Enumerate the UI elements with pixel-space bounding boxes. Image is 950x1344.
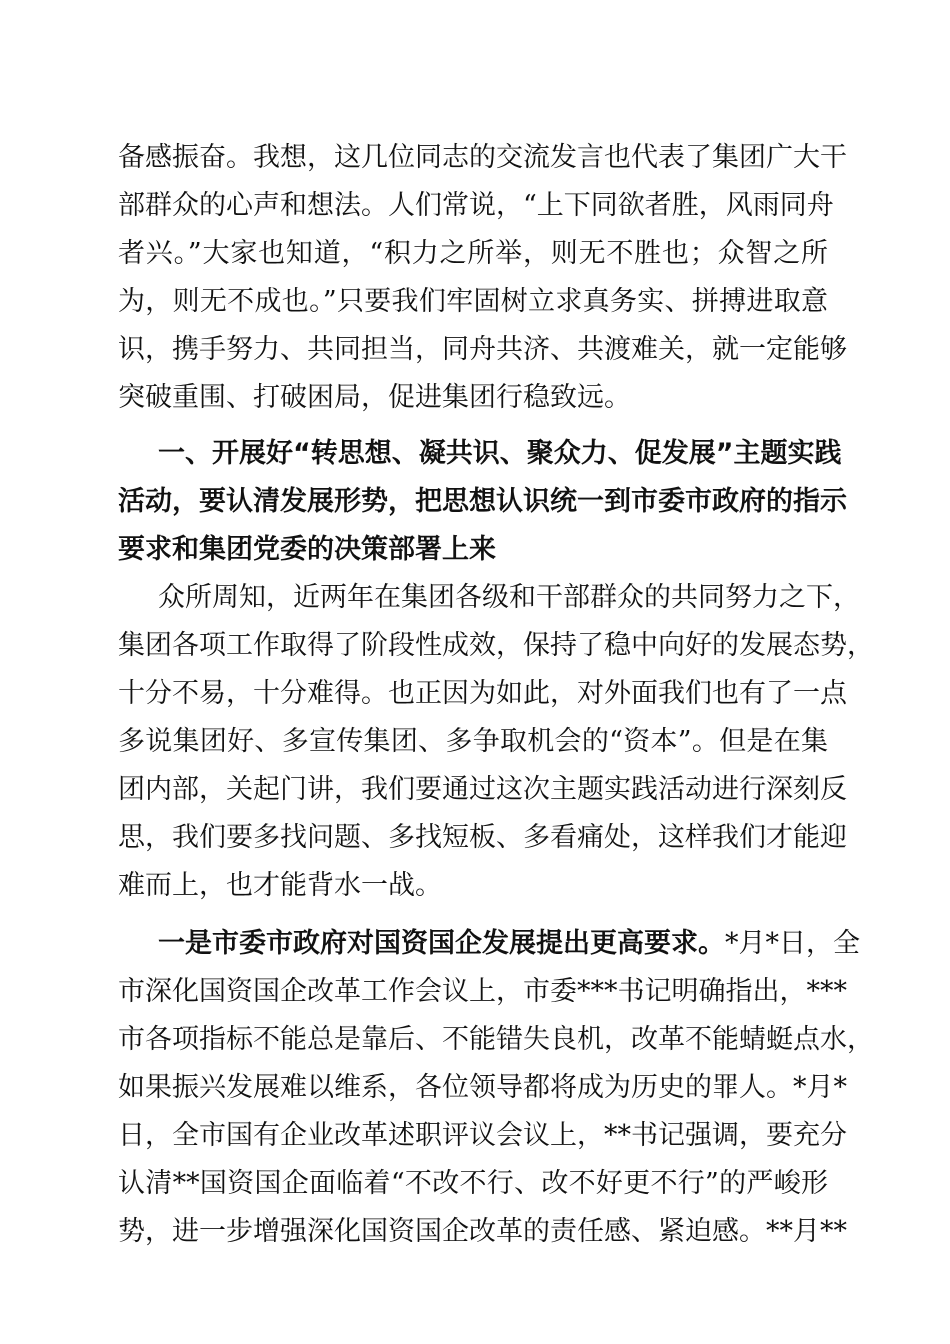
text-line: 多说集团好、多宣传集团、多争取机会的“资本”。但是在集 [118, 726, 828, 757]
text-line: 势，进一步增强深化国资国企改革的责任感、紧迫感。**月** [118, 1216, 847, 1247]
section-heading [118, 430, 847, 574]
text-line: 日，全市国有企业改革述职评议会议上，**书记强调，要充分 [118, 1120, 847, 1151]
text-line: 部群众的心声和想法。人们常说，“上下同欲者胜，风雨同舟 [118, 190, 834, 221]
text-line: 众所周知，近两年在集团各级和干部群众的共同努力之下， [158, 582, 860, 613]
text-line: 市各项指标不能总是靠后、不能错失良机，改革不能蜻蜓点水， [118, 1024, 874, 1055]
heading-line: 活动，要认清发展形势，把思想认识统一到市委市政府的指示 [118, 486, 847, 517]
text-line: 为，则无不成也。”只要我们牢固树立求真务实、拼搏进取意 [118, 286, 828, 317]
paragraph-context [118, 574, 874, 910]
text-line: 识，携手努力、共同担当，同舟共济、共渡难关，就一定能够 [118, 334, 847, 365]
text-line: 突破重围、打破困局，促进集团行稳致远。 [118, 382, 631, 413]
text-line: 备感振奋。我想，这几位同志的交流发言也代表了集团广大干 [118, 142, 847, 173]
line-rest: *月*日，全 [725, 928, 860, 959]
text-line: 集团各项工作取得了阶段性成效，保持了稳中向好的发展态势， [118, 630, 874, 661]
paragraph-requirements [118, 920, 874, 1256]
text-line: 如果振兴发展难以维系，各位领导都将成为历史的罪人。*月* [118, 1072, 847, 1103]
text-line: 十分不易，十分难得。也正因为如此，对外面我们也有了一点 [118, 678, 847, 709]
text-line: 者兴。”大家也知道，“积力之所举，则无不胜也；众智之所 [118, 238, 828, 269]
heading-line: 一、开展好“转思想、凝共识、聚众力、促发展”主题实践 [158, 438, 842, 469]
document-page [118, 134, 874, 1256]
bold-lead: 一是市委市政府对国资国企发展提出更高要求。 [158, 928, 725, 959]
text-line: 认清**国资国企面临着“不改不行、改不好更不行”的严峻形 [118, 1168, 828, 1199]
text-line: 思，我们要多找问题、多找短板、多看痛处，这样我们才能迎 [118, 822, 847, 853]
paragraph-continuation [118, 134, 847, 422]
text-line: 团内部，关起门讲，我们要通过这次主题实践活动进行深刻反 [118, 774, 847, 805]
text-line: 难而上，也才能背水一战。 [118, 870, 442, 901]
heading-line: 要求和集团党委的决策部署上来 [118, 534, 496, 565]
text-line: 市深化国资国企改革工作会议上，市委***书记明确指出，*** [118, 976, 847, 1007]
text-line [118, 920, 860, 968]
